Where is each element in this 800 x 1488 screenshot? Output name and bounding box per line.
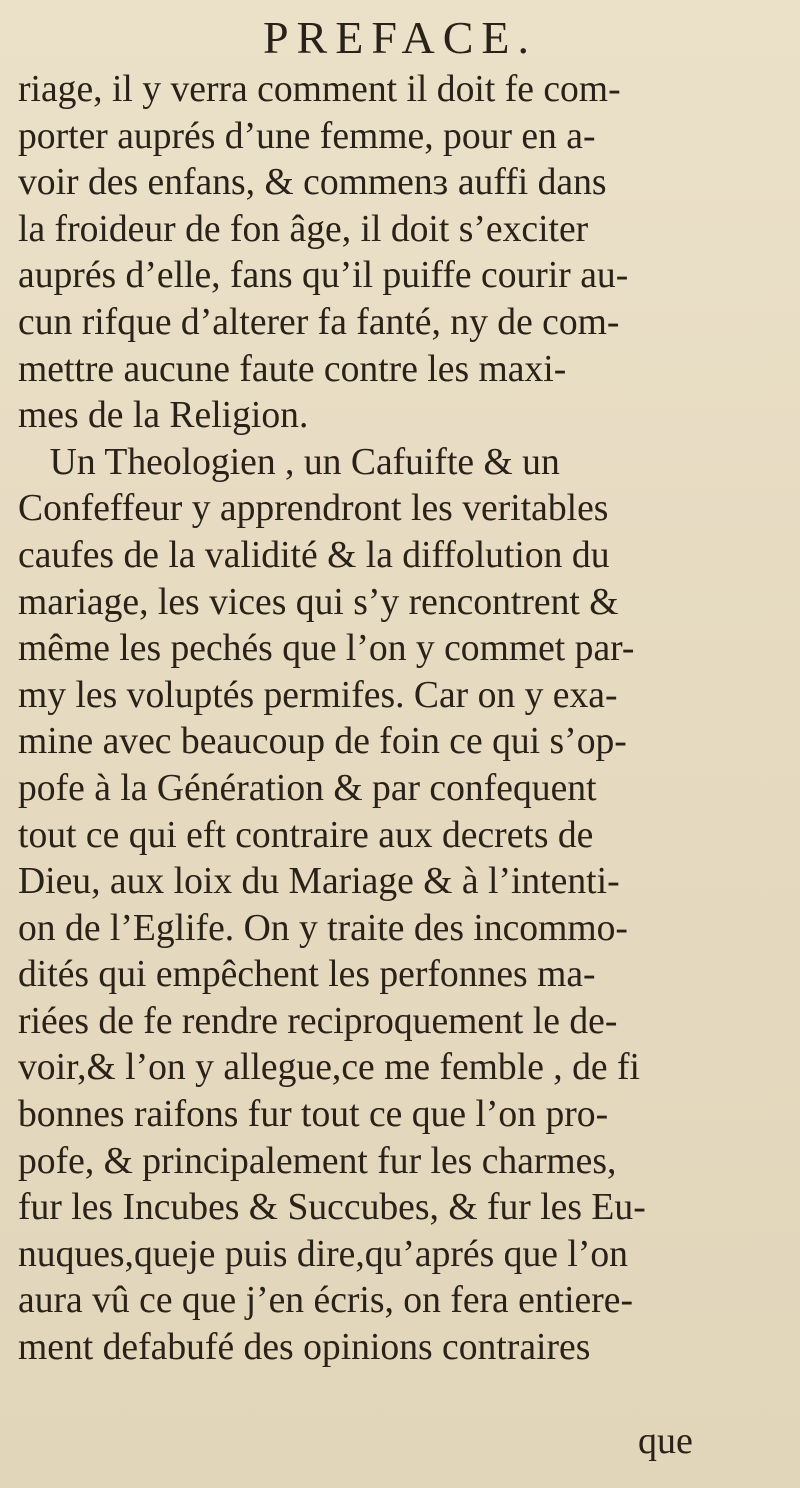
text-line: cun rifque d’alterer fa fanté, ny de com- <box>18 300 620 343</box>
text-line: mettre aucune faute contre les maxi- <box>18 347 567 390</box>
text-line: riées de fe rendre reciproquement le de- <box>18 999 618 1042</box>
text-line: mariage, les vices qui s’y rencontrent & <box>18 580 619 623</box>
text-line: voir des enfans, & commenɜ auffi dans <box>18 161 607 204</box>
catchword: que <box>638 1420 693 1462</box>
text-line: voir,& l’on y allegue,ce me femble , de fi <box>18 1046 640 1089</box>
text-line: mes de la Religion. <box>18 394 309 437</box>
running-header: PREFACE. <box>262 12 538 63</box>
body-text <box>18 66 798 1371</box>
text-line: la froideur de fon âge, il doit s’exciter <box>18 207 589 250</box>
text-line: même les pechés que l’on y commet par- <box>18 627 635 670</box>
text-line: aura vû ce que j’en écris, on fera entiere- <box>18 1279 633 1322</box>
text-line: ment defabufé des opinions contraires <box>18 1326 591 1369</box>
text-line: Dieu, aux loix du Mariage & à l’intenti- <box>18 860 620 903</box>
text-line: my les voluptés permifes. Car on y exa- <box>18 673 618 716</box>
text-line: on de l’Eglife. On y traite des incommo- <box>18 906 628 949</box>
text-line: dités qui empêchent les perfonnes ma- <box>18 953 596 996</box>
text-line: bonnes raifons fur tout ce que l’on pro- <box>18 1093 609 1136</box>
text-line: tout ce qui eft contraire aux decrets de <box>18 813 594 856</box>
text-line: caufes de la validité & la diffolution du <box>18 533 610 576</box>
text-line: mine avec beaucoup de foin ce qui s’op- <box>18 720 627 763</box>
text-line: pofe, & principalement fur les charmes, <box>18 1139 617 1182</box>
text-line: riage, il y verra comment il doit fe com- <box>18 68 621 110</box>
text-line: Confeffeur y apprendront les veritables <box>18 487 609 530</box>
text-line: Un Theologien , un Cafuifte & un <box>49 440 560 483</box>
text-line: auprés d’elle, fans qu’il puiffe courir au- <box>18 254 629 297</box>
text-line: nuques,queje puis dire,qu’aprés que l’on <box>18 1232 628 1275</box>
text-line: fur les Incubes & Succubes, & fur les Eu- <box>18 1186 646 1229</box>
text-line: porter auprés d’une femme, pour en a- <box>18 114 596 157</box>
text-line: pofe à la Génération & par confequent <box>18 766 597 809</box>
